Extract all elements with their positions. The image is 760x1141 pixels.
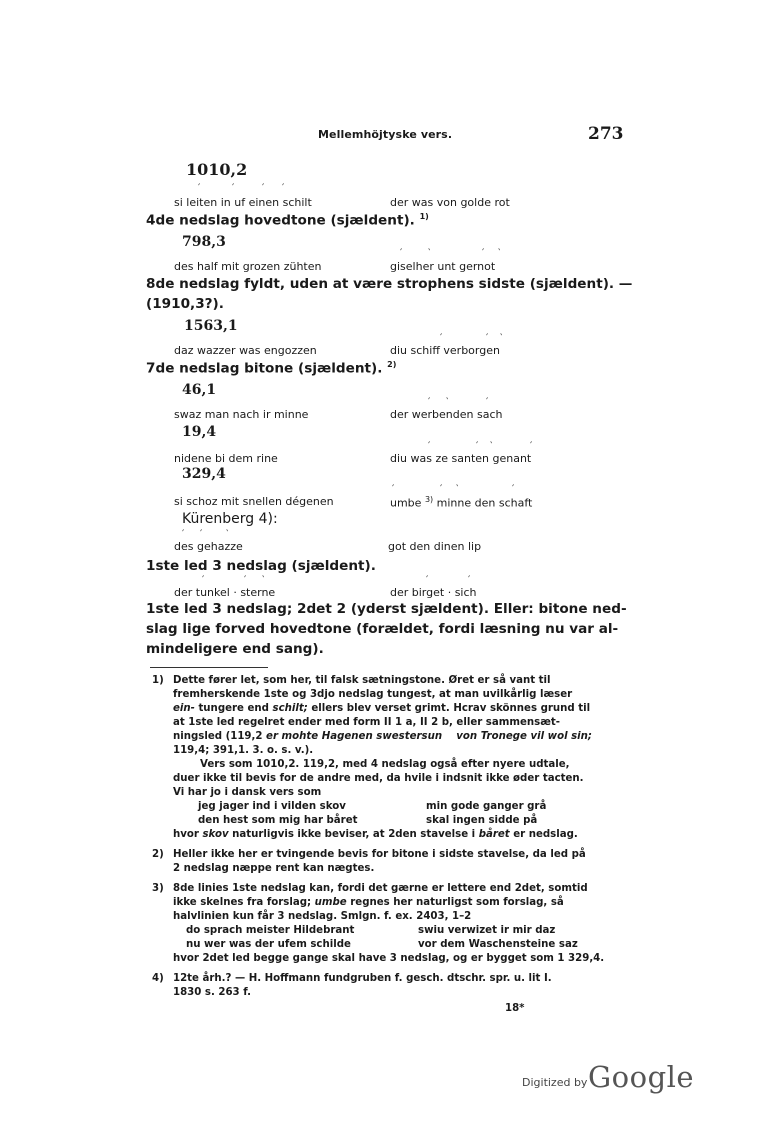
footnote-divider bbox=[150, 667, 268, 668]
footnote-line: duer ikke til bevis for de andre med, da hvile i indsnit ikke øder tacten. bbox=[173, 773, 584, 784]
footnote-verse-right: skal ingen sidde på bbox=[426, 815, 538, 826]
stress-mark: ′ bbox=[440, 333, 443, 344]
footnote-verse-right: vor dem Waschensteine saz bbox=[418, 939, 578, 950]
footnote-word: skov bbox=[202, 829, 229, 840]
verse-word: umbe bbox=[390, 496, 422, 510]
footnote-line bbox=[173, 731, 592, 742]
stress-mark: ′ bbox=[486, 397, 489, 408]
ref-19-4: 19,4 bbox=[182, 424, 217, 440]
google-logo: Google bbox=[588, 1060, 695, 1094]
stress-mark: ‵ bbox=[498, 248, 501, 259]
verse-line-right: der birget · sich bbox=[390, 586, 477, 599]
footnote-line: 2 nedslag næppe rent kan nægtes. bbox=[173, 863, 375, 874]
ref-329-4: 329,4 bbox=[182, 466, 226, 482]
verse-line-right: der werbenden sach bbox=[390, 408, 503, 421]
verse-line-right: diu was ze santen genant bbox=[390, 452, 532, 465]
verse-line-right: giselher unt gernot bbox=[390, 260, 496, 273]
footnote-word: båret bbox=[478, 829, 510, 840]
paragraph-line: mindeligere end sang). bbox=[146, 641, 324, 657]
footnote-verse-left: nu wer was der ufem schilde bbox=[186, 939, 351, 950]
stress-mark: ′ bbox=[200, 529, 203, 540]
verse-line-right bbox=[390, 495, 532, 510]
ref-798-3: 798,3 bbox=[182, 234, 226, 250]
footnote-ref: 1) bbox=[419, 212, 429, 221]
footnote-ref: 3) bbox=[424, 495, 434, 504]
stress-mark: ‵ bbox=[456, 484, 459, 495]
page-number: 273 bbox=[588, 124, 624, 144]
verse-line-left: si leiten in uf einen schilt bbox=[174, 196, 312, 209]
footnote-2-mark: 2) bbox=[152, 849, 164, 860]
stress-mark: ′ bbox=[182, 529, 185, 540]
digitized-label: Digitized by bbox=[522, 1076, 588, 1089]
stress-mark: ′ bbox=[198, 183, 201, 194]
footnote-verse-left: den hest som mig har båret bbox=[198, 815, 358, 826]
footnote-line: Dette fører let, som her, til falsk sætningstone. Øret er så vant til bbox=[173, 675, 551, 686]
footnote-text: naturligvis ikke beviser, at 2den stavelse i bbox=[232, 829, 476, 840]
footnote-ref: 2) bbox=[387, 360, 397, 369]
footnote-word: schilt; bbox=[272, 703, 308, 714]
footnote-quote: er mohte Hagenen swestersun bbox=[266, 731, 443, 742]
ref-1010-2: 1010,2 bbox=[186, 160, 248, 179]
stress-mark: ′ bbox=[482, 248, 485, 259]
footnote-quote: von Tronege vil wol sin; bbox=[456, 731, 592, 742]
paragraph-line: 1ste led 3 nedslag (sjældent). bbox=[146, 558, 376, 574]
stress-mark: ′ bbox=[428, 397, 431, 408]
page-header bbox=[0, 124, 760, 150]
stress-mark: ′ bbox=[468, 575, 471, 586]
paragraph-line bbox=[146, 212, 429, 229]
footnote-text: er nedslag. bbox=[513, 829, 578, 840]
footnote-text: ikke skelnes fra forslag; bbox=[173, 897, 312, 908]
stress-mark: ′ bbox=[282, 183, 285, 194]
footnote-line: Vi har jo i dansk vers som bbox=[173, 787, 322, 798]
stress-mark: ′ bbox=[486, 333, 489, 344]
footnote-line: fremherskende 1ste og 3djo nedslag tungest, at man uvilkårlig læser bbox=[173, 689, 573, 700]
footnote-text: ellers blev verset grimt. Hcrav skönnes grund til bbox=[311, 703, 591, 714]
ref-1563-1: 1563,1 bbox=[184, 318, 238, 334]
stress-mark: ′ bbox=[400, 248, 403, 259]
stress-mark: ‵ bbox=[226, 529, 229, 540]
stress-mark: ′ bbox=[530, 441, 533, 452]
stress-mark: ′ bbox=[428, 441, 431, 452]
footnote-verse-left: jeg jager ind i vilden skov bbox=[198, 801, 346, 812]
footnote-line: 12te årh.? — H. Hoffmann fundgruben f. gesch. dtschr. spr. u. lit I. bbox=[173, 973, 552, 984]
stress-mark: ′ bbox=[392, 484, 395, 495]
stress-mark: ′ bbox=[426, 575, 429, 586]
stress-mark: ′ bbox=[262, 183, 265, 194]
footnote-line: 1830 s. 263 f. bbox=[173, 987, 251, 998]
footnote-3-mark: 3) bbox=[152, 883, 164, 894]
paragraph-line: (1910,3?). bbox=[146, 296, 224, 312]
footnote-text: regnes her naturligst som forslag, så bbox=[350, 897, 564, 908]
verse-line-right: diu schiff verborgen bbox=[390, 344, 500, 357]
footnote-line: hvor 2det led begge gange skal have 3 nedslag, og er bygget som 1 329,4. bbox=[173, 953, 605, 964]
stress-mark: ‵ bbox=[428, 248, 431, 259]
verse-line-right: got den dinen lip bbox=[388, 540, 482, 553]
verse-word: minne den schaft bbox=[436, 496, 533, 510]
running-head: Mellemhöjtyske vers. bbox=[318, 128, 453, 141]
digitized-by-google bbox=[522, 1060, 695, 1100]
footnote-word: ein- bbox=[173, 703, 195, 714]
verse-line-left: si schoz mit snellen dégenen bbox=[174, 495, 334, 508]
footnote-text: tungere end bbox=[198, 703, 269, 714]
footnote-line: Vers som 1010,2. 119,2, med 4 nedslag også efter nyere udtale, bbox=[200, 759, 570, 770]
footnote-line: Heller ikke her er tvingende bevis for bitone i sidste stavelse, da led på bbox=[173, 849, 586, 860]
footnote-verse-left: do sprach meister Hildebrant bbox=[186, 925, 355, 936]
footnote-line bbox=[173, 703, 590, 714]
verse-line-left: der tunkel · sterne bbox=[174, 586, 276, 599]
paragraph-line: slag lige forved hovedtone (forældet, fordi læsning nu var al- bbox=[146, 621, 619, 637]
footnote-line bbox=[173, 829, 578, 840]
stress-mark: ′ bbox=[476, 441, 479, 452]
paragraph-line: 1ste led 3 nedslag; 2det 2 (yderst sjældent). Eller: bitone ned- bbox=[146, 601, 627, 617]
stress-mark: ‵ bbox=[490, 441, 493, 452]
stress-mark: ′ bbox=[202, 575, 205, 586]
footnote-line: 119,4; 391,1. 3. o. s. v.). bbox=[173, 745, 314, 756]
source-kurenberg bbox=[182, 511, 278, 527]
stress-mark: ′ bbox=[244, 575, 247, 586]
footnote-verse-right: min gode ganger grå bbox=[426, 801, 547, 812]
stress-mark: ′ bbox=[232, 183, 235, 194]
paragraph-text: 7de nedslag bitone (sjældent). bbox=[146, 360, 383, 377]
stress-mark: ‵ bbox=[446, 397, 449, 408]
footnote-word: umbe bbox=[314, 897, 347, 908]
footnote-text: hvor bbox=[173, 829, 199, 840]
signature-mark: 18* bbox=[505, 1003, 525, 1014]
verse-line-left: daz wazzer was engozzen bbox=[174, 344, 317, 357]
paragraph-line bbox=[146, 360, 396, 377]
footnote-4-mark: 4) bbox=[152, 973, 164, 984]
footnote-ref: 4): bbox=[258, 511, 278, 527]
verse-line-left: nidene bi dem rine bbox=[174, 452, 278, 465]
footnote-text: ningsled (119,2 bbox=[173, 731, 263, 742]
footnote-line: 8de linies 1ste nedslag kan, fordi det gærne er lettere end 2det, somtid bbox=[173, 883, 588, 894]
footnote-1-mark: 1) bbox=[152, 675, 164, 686]
verse-line-left: swaz man nach ir minne bbox=[174, 408, 309, 421]
footnote-line bbox=[173, 897, 564, 908]
stress-mark: ′ bbox=[440, 484, 443, 495]
paragraph-line: 8de nedslag fyldt, uden at være strophens sidste (sjældent). — bbox=[146, 276, 633, 292]
paragraph-text: 4de nedslag hovedtone (sjældent). bbox=[146, 212, 415, 229]
verse-line-left: des half mit grozen zühten bbox=[174, 260, 322, 273]
stress-mark: ‵ bbox=[500, 333, 503, 344]
footnote-verse-right: swiu verwizet ir mir daz bbox=[418, 925, 556, 936]
verse-line-right: der was von golde rot bbox=[390, 196, 510, 209]
stress-mark: ′ bbox=[512, 484, 515, 495]
source-name: Kürenberg bbox=[182, 511, 255, 527]
footnote-line: at 1ste led regelret ender med form II 1 a, II 2 b, eller sammensæt- bbox=[173, 717, 560, 728]
stress-mark: ‵ bbox=[262, 575, 265, 586]
ref-46-1: 46,1 bbox=[182, 382, 217, 398]
verse-line-left: des gehazze bbox=[174, 540, 243, 553]
footnote-line: halvlinien kun får 3 nedslag. Smlgn. f. ex. 2403, 1–2 bbox=[173, 911, 472, 922]
